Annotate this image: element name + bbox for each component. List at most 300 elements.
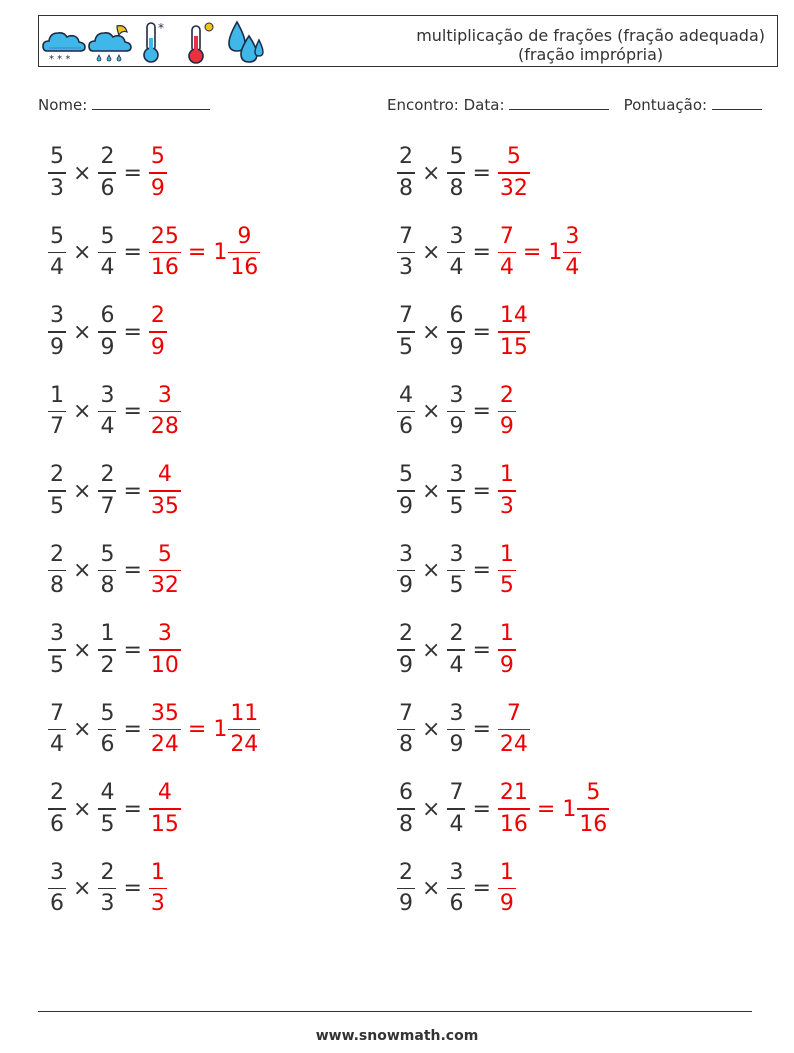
second-fraction — [447, 462, 465, 520]
fraction-bar — [498, 888, 516, 890]
numerator: 1 — [150, 859, 165, 885]
numerator: 3 — [157, 382, 172, 408]
numerator: 3 — [565, 223, 580, 249]
times-sign: × — [73, 717, 92, 742]
denominator: 4 — [449, 811, 464, 837]
equals-sign: = — [123, 160, 142, 186]
times-sign: × — [73, 796, 92, 822]
times-sign: × — [422, 319, 441, 345]
problem-item — [397, 221, 581, 285]
fraction-bar — [98, 411, 116, 413]
numerator: 7 — [506, 700, 521, 726]
denominator: 3 — [399, 255, 413, 281]
mixed-whole: 1 — [562, 796, 577, 822]
first-fraction — [397, 303, 415, 361]
times-sign: × — [73, 319, 92, 345]
mixed-fraction — [228, 224, 260, 282]
snow-cloud-icon — [43, 33, 85, 64]
equals-sign: = — [472, 796, 491, 822]
answer — [149, 780, 181, 838]
first-fraction — [48, 780, 66, 838]
denominator: 5 — [100, 811, 115, 837]
answer — [498, 144, 530, 202]
problem-item — [48, 459, 181, 523]
times-sign: × — [73, 876, 92, 901]
first-fraction — [397, 224, 415, 282]
mixed-fraction — [228, 701, 260, 759]
numerator: 7 — [399, 223, 413, 249]
numerator: 2 — [449, 621, 464, 647]
numerator: 4 — [157, 780, 172, 806]
worksheet-title — [416, 26, 765, 64]
second-fraction — [447, 144, 465, 202]
first-fraction — [48, 224, 66, 282]
fraction-bar — [48, 808, 66, 810]
fraction-bar — [397, 808, 415, 810]
weather-icons — [41, 18, 271, 64]
fraction-bar — [447, 411, 465, 413]
answer-fraction — [498, 303, 530, 361]
denominator: 24 — [230, 732, 259, 758]
equals-sign: = — [536, 796, 556, 822]
answer — [149, 621, 181, 679]
denominator: 8 — [399, 175, 413, 201]
equals-sign: = — [187, 717, 207, 742]
numerator: 3 — [50, 303, 64, 329]
denominator: 8 — [399, 811, 413, 837]
numerator: 7 — [499, 223, 514, 249]
fraction-bar — [397, 252, 415, 254]
equals-sign: = — [187, 240, 207, 265]
answer-fraction — [149, 701, 181, 759]
equals-sign: = — [472, 319, 491, 345]
denominator: 9 — [399, 891, 413, 917]
fraction-bar — [447, 729, 465, 731]
numerator: 1 — [100, 621, 115, 647]
fraction-bar — [498, 649, 516, 651]
problem-item — [48, 380, 181, 444]
problem-item — [48, 777, 181, 841]
denominator: 15 — [499, 334, 528, 360]
answer — [498, 383, 516, 441]
answer-fraction — [149, 224, 181, 282]
first-fraction — [397, 383, 415, 441]
answer — [498, 860, 516, 918]
name-label: Nome: — [38, 96, 88, 114]
numerator: 5 — [50, 223, 64, 249]
numerator: 2 — [100, 859, 115, 885]
numerator: 5 — [100, 541, 115, 567]
svg-text:*: * — [158, 21, 164, 35]
denominator: 9 — [499, 891, 514, 917]
denominator: 35 — [150, 493, 179, 519]
answer-fraction — [149, 144, 167, 202]
times-sign: × — [73, 160, 92, 186]
denominator: 8 — [399, 732, 413, 758]
denominator: 2 — [100, 652, 115, 678]
denominator: 3 — [50, 175, 64, 201]
fraction-bar — [447, 649, 465, 651]
answer — [149, 701, 260, 759]
fraction-bar — [397, 649, 415, 651]
fraction-bar — [149, 888, 167, 890]
fraction-bar — [48, 570, 66, 572]
denominator: 10 — [150, 652, 179, 678]
numerator: 21 — [499, 780, 528, 806]
fraction-bar — [98, 252, 116, 254]
equals-sign: = — [123, 478, 142, 504]
first-fraction — [48, 701, 66, 759]
numerator: 3 — [449, 541, 464, 567]
problem-item — [397, 141, 530, 205]
equals-sign: = — [123, 637, 142, 663]
numerator: 14 — [499, 303, 528, 329]
fraction-bar — [149, 808, 181, 810]
denominator: 4 — [100, 255, 115, 281]
numerator: 4 — [100, 780, 115, 806]
denominator: 3 — [150, 891, 165, 917]
answer — [149, 224, 260, 282]
second-fraction — [98, 224, 116, 282]
meeting-score-fields — [387, 95, 762, 114]
numerator: 2 — [499, 382, 514, 408]
answer-fraction — [498, 542, 516, 600]
fraction-bar — [498, 490, 516, 492]
fraction-bar — [48, 172, 66, 174]
problem-item — [48, 618, 181, 682]
denominator: 32 — [150, 573, 179, 599]
answer-fraction — [149, 303, 167, 361]
equals-sign: = — [123, 796, 142, 822]
numerator: 3 — [399, 541, 413, 567]
numerator: 1 — [499, 541, 514, 567]
denominator: 9 — [399, 493, 413, 519]
times-sign: × — [422, 796, 441, 822]
problem-item — [397, 777, 609, 841]
times-sign: × — [422, 160, 441, 186]
denominator: 9 — [499, 652, 514, 678]
problem-item — [397, 459, 516, 523]
fraction-bar — [48, 729, 66, 731]
denominator: 8 — [449, 175, 464, 201]
times-sign: × — [422, 558, 441, 583]
numerator: 1 — [499, 621, 514, 647]
first-fraction — [397, 701, 415, 759]
fraction-bar — [149, 649, 181, 651]
name-blank[interactable] — [92, 95, 210, 110]
numerator: 6 — [399, 780, 413, 806]
answer-fraction — [149, 621, 181, 679]
first-fraction — [48, 860, 66, 918]
rain-night-cloud-icon — [89, 26, 131, 61]
fraction-bar — [397, 888, 415, 890]
answer — [149, 303, 167, 361]
fraction-bar — [447, 490, 465, 492]
fraction-bar — [498, 331, 530, 333]
denominator: 5 — [399, 334, 413, 360]
numerator: 1 — [50, 382, 64, 408]
fraction-bar — [447, 888, 465, 890]
denominator: 16 — [579, 811, 608, 837]
answer — [498, 462, 516, 520]
second-fraction — [98, 701, 116, 759]
equals-sign: = — [123, 717, 142, 742]
first-fraction — [397, 621, 415, 679]
problem-item — [48, 698, 260, 762]
denominator: 9 — [399, 652, 413, 678]
denominator: 16 — [499, 811, 528, 837]
numerator: 5 — [100, 223, 115, 249]
score-label: Pontuação: — [623, 96, 708, 114]
second-fraction — [447, 780, 465, 838]
second-fraction — [98, 542, 116, 600]
equals-sign: = — [472, 160, 491, 186]
denominator: 9 — [499, 414, 514, 440]
denominator: 4 — [50, 255, 64, 281]
fraction-bar — [149, 570, 181, 572]
numerator: 5 — [50, 144, 64, 170]
denominator: 5 — [50, 652, 64, 678]
problem-item — [397, 380, 516, 444]
first-fraction — [48, 383, 66, 441]
fraction-bar — [397, 729, 415, 731]
problem-item — [397, 857, 516, 921]
denominator: 5 — [499, 573, 514, 599]
meeting-date-label: Encontro: Data: — [387, 96, 505, 114]
equals-sign: = — [472, 399, 491, 424]
fraction-bar — [498, 808, 530, 810]
denominator: 5 — [50, 493, 64, 519]
fraction-bar — [498, 729, 530, 731]
fraction-bar — [149, 252, 181, 254]
answer — [498, 701, 530, 759]
fraction-bar — [48, 649, 66, 651]
mixed-fraction — [563, 224, 581, 282]
svg-text:* * *: * * * — [49, 54, 71, 64]
answer-fraction — [498, 860, 516, 918]
numerator: 3 — [50, 859, 64, 885]
score-blank[interactable] — [712, 95, 762, 110]
fraction-bar — [447, 808, 465, 810]
denominator: 7 — [50, 414, 64, 440]
first-fraction — [48, 303, 66, 361]
fraction-bar — [149, 411, 181, 413]
numerator: 11 — [230, 700, 259, 726]
numerator: 7 — [449, 780, 464, 806]
second-fraction — [447, 224, 465, 282]
numerator: 2 — [150, 303, 165, 329]
fraction-bar — [498, 411, 516, 413]
times-sign: × — [73, 240, 92, 265]
times-sign: × — [422, 240, 441, 265]
numerator: 3 — [449, 223, 464, 249]
denominator: 9 — [449, 732, 464, 758]
fraction-bar — [563, 252, 581, 254]
denominator: 5 — [449, 493, 464, 519]
fraction-bar — [98, 172, 116, 174]
answer-fraction — [498, 144, 530, 202]
first-fraction — [48, 144, 66, 202]
answer-fraction — [149, 542, 181, 600]
fraction-bar — [98, 649, 116, 651]
denominator: 9 — [449, 334, 464, 360]
denominator: 9 — [150, 334, 165, 360]
answer — [498, 224, 581, 282]
answer-fraction — [149, 780, 181, 838]
fraction-bar — [447, 172, 465, 174]
fraction-bar — [447, 570, 465, 572]
numerator: 5 — [150, 144, 165, 170]
numerator: 6 — [100, 303, 115, 329]
fraction-bar — [98, 570, 116, 572]
denominator: 9 — [150, 175, 165, 201]
denominator: 4 — [50, 732, 64, 758]
fraction-bar — [577, 808, 609, 810]
fraction-bar — [397, 570, 415, 572]
equals-sign: = — [123, 319, 142, 345]
denominator: 4 — [499, 255, 514, 281]
times-sign: × — [422, 399, 441, 424]
equals-sign: = — [472, 558, 491, 583]
answer — [498, 303, 530, 361]
numerator: 2 — [399, 144, 413, 170]
denominator: 3 — [499, 493, 514, 519]
numerator: 5 — [100, 700, 115, 726]
denominator: 4 — [449, 652, 464, 678]
equals-sign: = — [472, 478, 491, 504]
denominator: 6 — [50, 811, 64, 837]
denominator: 4 — [449, 255, 464, 281]
fraction-bar — [98, 729, 116, 731]
equals-sign: = — [472, 717, 491, 742]
denominator: 6 — [100, 732, 115, 758]
name-field — [38, 95, 210, 114]
numerator: 2 — [399, 859, 413, 885]
times-sign: × — [422, 876, 441, 901]
date-blank[interactable] — [509, 95, 609, 110]
equals-sign: = — [123, 558, 142, 583]
answer — [149, 542, 181, 600]
numerator: 6 — [449, 303, 464, 329]
fraction-bar — [98, 490, 116, 492]
fraction-bar — [48, 331, 66, 333]
numerator: 5 — [586, 780, 601, 806]
fraction-bar — [397, 411, 415, 413]
fraction-bar — [98, 331, 116, 333]
fraction-bar — [149, 729, 181, 731]
numerator: 5 — [399, 462, 413, 488]
fraction-bar — [397, 331, 415, 333]
numerator: 7 — [399, 700, 413, 726]
second-fraction — [447, 701, 465, 759]
numerator: 3 — [449, 700, 464, 726]
problem-item — [397, 539, 516, 603]
answer — [498, 542, 516, 600]
problem-item — [48, 221, 260, 285]
denominator: 6 — [399, 414, 413, 440]
numerator: 9 — [237, 223, 252, 249]
denominator: 4 — [100, 414, 115, 440]
fraction-bar — [447, 252, 465, 254]
denominator: 6 — [100, 175, 115, 201]
problem-item — [397, 300, 530, 364]
equals-sign: = — [123, 240, 142, 265]
problem-item — [397, 618, 516, 682]
mixed-whole: 1 — [213, 717, 228, 742]
answer-fraction — [149, 860, 167, 918]
second-fraction — [98, 780, 116, 838]
denominator: 8 — [100, 573, 115, 599]
second-fraction — [98, 144, 116, 202]
mixed-fraction — [577, 780, 609, 838]
second-fraction — [98, 621, 116, 679]
second-fraction — [98, 303, 116, 361]
fraction-bar — [98, 808, 116, 810]
equals-sign: = — [472, 637, 491, 663]
answer-fraction — [498, 224, 516, 282]
answer-fraction — [498, 383, 516, 441]
fraction-bar — [397, 172, 415, 174]
denominator: 8 — [50, 573, 64, 599]
times-sign: × — [422, 478, 441, 504]
numerator: 25 — [150, 223, 179, 249]
times-sign: × — [422, 637, 441, 663]
first-fraction — [397, 860, 415, 918]
answer — [149, 860, 167, 918]
answer — [149, 383, 181, 441]
denominator: 9 — [50, 334, 64, 360]
numerator: 3 — [50, 621, 64, 647]
second-fraction — [447, 383, 465, 441]
second-fraction — [98, 860, 116, 918]
fraction-bar — [48, 490, 66, 492]
answer — [498, 780, 609, 838]
numerator: 2 — [50, 780, 64, 806]
numerator: 2 — [50, 541, 64, 567]
second-fraction — [98, 462, 116, 520]
numerator: 3 — [449, 462, 464, 488]
equals-sign: = — [123, 399, 142, 424]
fraction-bar — [447, 331, 465, 333]
equals-sign: = — [522, 240, 542, 265]
fraction-bar — [397, 490, 415, 492]
first-fraction — [397, 462, 415, 520]
numerator: 3 — [100, 382, 115, 408]
first-fraction — [397, 144, 415, 202]
fraction-bar — [149, 331, 167, 333]
numerator: 3 — [157, 621, 172, 647]
second-fraction — [447, 621, 465, 679]
denominator: 6 — [50, 891, 64, 917]
equals-sign: = — [472, 240, 491, 265]
answer — [498, 621, 516, 679]
answer — [149, 144, 167, 202]
numerator: 2 — [100, 144, 115, 170]
title-line-1: multiplicação de frações (fração adequada) — [416, 26, 765, 45]
numerator: 3 — [449, 382, 464, 408]
answer — [149, 462, 181, 520]
denominator: 24 — [150, 732, 179, 758]
times-sign: × — [422, 717, 441, 742]
second-fraction — [447, 860, 465, 918]
equals-sign: = — [472, 876, 491, 901]
denominator: 16 — [230, 255, 259, 281]
times-sign: × — [73, 478, 92, 504]
answer-fraction — [149, 462, 181, 520]
denominator: 9 — [449, 414, 464, 440]
denominator: 32 — [499, 175, 528, 201]
equals-sign: = — [123, 876, 142, 901]
